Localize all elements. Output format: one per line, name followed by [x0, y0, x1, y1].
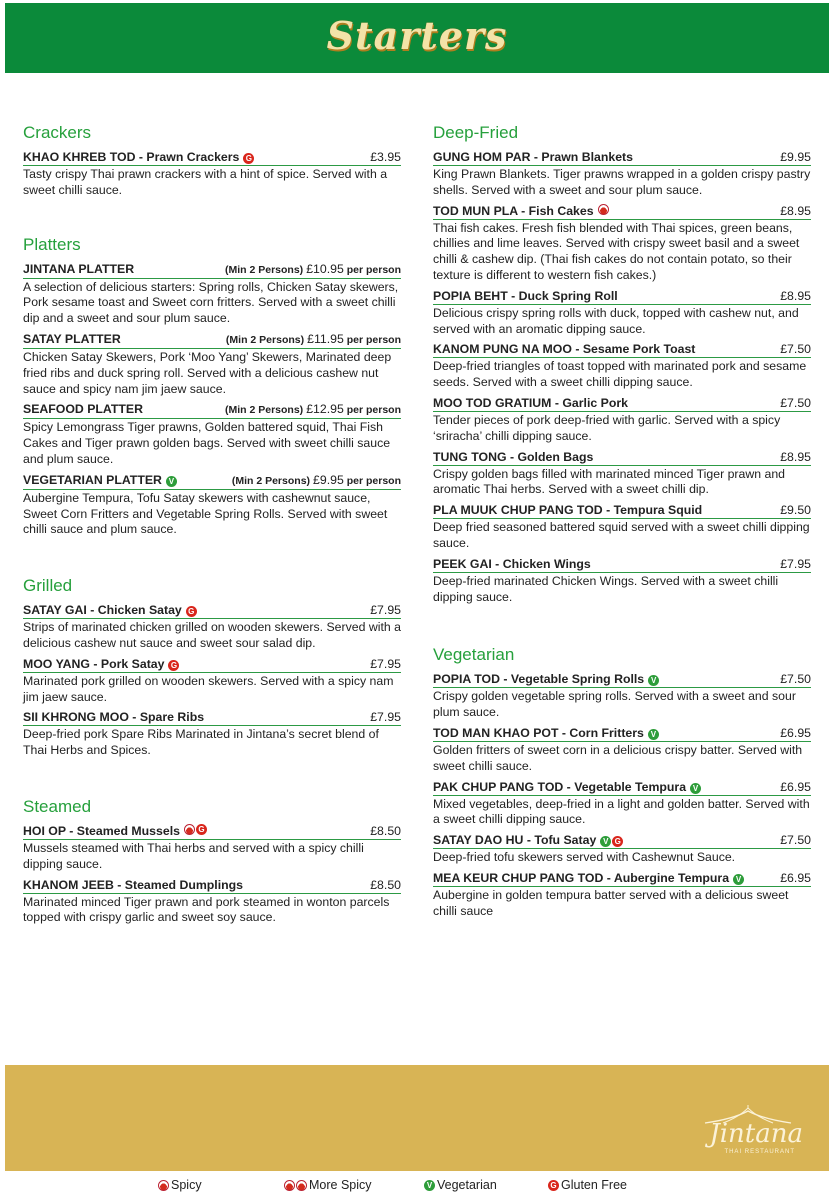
logo-wordmark: Jintana [709, 1119, 803, 1149]
menu-item-price: £10.95 per person [306, 261, 401, 276]
menu-item-price: £8.95 [780, 288, 811, 303]
gluten-free-icon: G [196, 824, 207, 835]
dietary-badges [600, 836, 623, 847]
menu-item-name: TOD MAN KHAO POT - Corn Fritters [433, 725, 644, 740]
dietary-badges [284, 1180, 307, 1191]
menu-item [23, 710, 401, 759]
menu-item [433, 503, 811, 552]
menu-item-header [433, 780, 811, 796]
vegetarian-icon: V [648, 729, 659, 740]
menu-section [23, 575, 401, 759]
menu-item-header [23, 150, 401, 166]
menu-item-description: Spicy Lemongrass Tiger prawns, Golden battered squid, Thai Fish Cakes and Tiger prawn golden bags. Served with sweet chilli sauce and plum sauce. [23, 420, 391, 466]
menu-item-price: £9.95 [780, 150, 811, 164]
menu-item-header [23, 603, 401, 619]
legend-label: Vegetarian [437, 1178, 497, 1192]
menu-item-header [433, 342, 811, 358]
menu-item-price: £7.50 [780, 833, 811, 848]
menu-item [433, 871, 811, 920]
menu-item-name: SATAY DAO HU - Tofu Satay [433, 833, 597, 848]
dietary-badges [424, 1180, 435, 1191]
menu-item-price: £7.95 [780, 556, 811, 571]
gluten-free-icon: G [168, 660, 179, 671]
menu-item-header [433, 289, 811, 305]
menu-item-name: PEEK GAI - Chicken Wings [433, 556, 591, 571]
right-column [433, 122, 811, 925]
spicy-chilli-icon [296, 1180, 307, 1191]
spicy-chilli-icon [598, 204, 609, 215]
menu-item-price: £8.95 [780, 449, 811, 464]
legend-item [284, 1178, 372, 1192]
vegetarian-icon: V [424, 1180, 435, 1191]
menu-item [433, 342, 811, 391]
menu-item-name: TOD MUN PLA - Fish Cakes [433, 203, 594, 218]
page-title: Starters [326, 13, 508, 58]
menu-item-header [433, 204, 811, 220]
menu-item-description: King Prawn Blankets. Tiger prawns wrapped in a golden crispy pastry shells. Served with a sweet and sour plum sauce. [433, 167, 811, 197]
menu-item-header [433, 557, 811, 573]
menu-item [433, 396, 811, 445]
spicy-chilli-icon [184, 824, 195, 835]
menu-item-name: MOO YANG - Pork Satay [23, 656, 165, 671]
menu-item-name: SATAY PLATTER [23, 331, 121, 346]
menu-item [23, 402, 401, 467]
per-person-note: per person [343, 404, 401, 417]
section-title: Grilled [23, 576, 73, 596]
menu-item-name: PLA MUUK CHUP PANG TOD - Tempura Squid [433, 503, 703, 518]
menu-item [23, 603, 401, 652]
menu-item [23, 262, 401, 327]
menu-item-name: TUNG TONG - Golden Bags [433, 449, 594, 464]
dietary-badges [186, 606, 197, 617]
menu-item-name: HOI OP - Steamed Mussels [23, 823, 180, 838]
menu-item-header [433, 726, 811, 742]
jintana-logo [683, 1105, 803, 1155]
min-persons-note: (Min 2 Persons) [231, 474, 311, 487]
menu-item [433, 672, 811, 721]
gluten-free-icon: G [548, 1180, 559, 1191]
dietary-badges [648, 729, 659, 740]
menu-item-description: Crispy golden vegetable spring rolls. Served with a sweet and sour plum sauce. [433, 689, 796, 720]
menu-item [23, 878, 401, 927]
gluten-free-icon: G [186, 606, 197, 617]
page-header [5, 3, 829, 73]
menu-item-name: PAK CHUP PANG TOD - Vegetable Tempura [433, 779, 687, 794]
menu-item-description: Aubergine Tempura, Tofu Satay skewers with cashewnut sauce, Sweet Corn Fritters and Vegetable Spring Rolls. Served with sweet chilli sauce and plum sauce. [23, 490, 388, 537]
menu-item-description: Deep fried seasoned battered squid served with a sweet chilli dipping sauce. [433, 520, 810, 550]
spicy-chilli-icon [158, 1180, 169, 1191]
menu-item-description: Golden fritters of sweet corn in a delicious crispy batter. Served with sweet chilli sauce. [433, 742, 803, 773]
menu-item-price: £7.50 [780, 395, 811, 410]
menu-item-name: MOO TOD GRATIUM - Garlic Pork [433, 395, 628, 410]
menu-item [23, 657, 401, 706]
menu-item-header [433, 150, 811, 166]
vegetarian-icon: V [733, 874, 744, 885]
menu-item-price: £9.50 [780, 503, 811, 518]
menu-item [23, 824, 401, 873]
menu-item-description: Marinated pork grilled on wooden skewers. Served with a spicy nam jim jaew sauce. [23, 673, 394, 704]
menu-item-name: SATAY GAI - Chicken Satay [23, 603, 182, 618]
menu-item-price: £6.95 [780, 779, 811, 794]
section-title: Vegetarian [433, 645, 515, 665]
menu-item-name: GUNG HOM PAR - Prawn Blankets [433, 150, 633, 164]
menu-item [433, 557, 811, 606]
menu-item-price: £11.95 per person [307, 331, 401, 346]
menu-item-header [23, 657, 401, 673]
menu-section [23, 234, 401, 539]
menu-item-price: £9.95 per person [313, 472, 401, 487]
menu-item-name: VEGETARIAN PLATTER [23, 472, 162, 487]
dietary-badges [598, 204, 609, 215]
dietary-badges [690, 783, 701, 794]
dietary-badges [168, 660, 179, 671]
menu-item-price: £7.95 [370, 656, 401, 671]
menu-item [433, 450, 811, 499]
menu-item-description: Thai fish cakes. Fresh fish blended with Thai spices, green beans, chillies and lime leaves. Served with crispy sweet basil and a sweet chilli & cashew dip. (Thai fish cakes do not contain potato, so their texture is different to western fish cakes.) [433, 220, 800, 282]
menu-item [433, 204, 811, 284]
menu-item [23, 332, 401, 397]
dietary-badges [648, 675, 659, 686]
menu-item-description: Deep-fried tofu skewers served with Cashewnut Sauce. [433, 850, 736, 865]
menu-item-price: £8.95 [780, 203, 811, 218]
legend-label: Spicy [171, 1178, 202, 1192]
menu-item [23, 473, 401, 538]
menu-item-name: KHANOM JEEB - Steamed Dumplings [23, 877, 244, 892]
legend-item [424, 1178, 497, 1192]
menu-section [23, 122, 401, 199]
menu-item-name: JINTANA PLATTER [23, 261, 135, 276]
menu-item-description: Tender pieces of pork deep-fried with garlic. Served with a spicy ‘sriracha’ chilli dipping sauce. [433, 412, 781, 443]
section-title: Deep-Fried [433, 123, 519, 142]
menu-item-name: POPIA TOD - Vegetable Spring Rolls [433, 672, 645, 687]
legend-item [548, 1178, 627, 1192]
spicy-chilli-icon [284, 1180, 295, 1191]
menu-item-description: Marinated minced Tiger prawn and pork steamed in wonton parcels topped with crispy garlic and sweet soy sauce. [23, 894, 390, 925]
menu-item-price: £6.95 [780, 870, 811, 885]
menu-item-description: Deep-fried pork Spare Ribs Marinated in Jintana’s secret blend of Thai Herbs and Spices. [23, 727, 379, 758]
menu-item-description: Chicken Satay Skewers, Pork ‘Moo Yang’ Skewers, Marinated deep fried ribs and duck spring roll. Served with a delicious cashew nut sauce and spicy nam jim jaew sauce. [23, 349, 392, 396]
section-title: Crackers [23, 123, 92, 142]
menu-item-description: Aubergine in golden tempura batter served with a delicious sweet chilli sauce [433, 887, 789, 918]
footer-band [5, 1065, 829, 1171]
menu-item [433, 289, 811, 338]
menu-item-description: Mussels steamed with Thai herbs and served with a spicy chilli dipping sauce. [23, 840, 364, 871]
legend-label: More Spicy [309, 1178, 372, 1192]
menu-item-header [23, 332, 401, 349]
menu-item-price: £7.50 [780, 672, 811, 687]
vegetarian-icon: V [648, 675, 659, 686]
menu-item-description: A selection of delicious starters: Spring rolls, Chicken Satay skewers, Pork sesame toast and Sweet corn fritters. Served with a sweet chilli dip and a sweet and sour plum sauce. [23, 279, 399, 326]
dietary-badges [243, 153, 254, 164]
dietary-badges [166, 476, 177, 487]
menu-item-name: MEA KEUR CHUP PANG TOD - Aubergine Tempura [433, 870, 730, 885]
menu-item-description: Crispy golden bags filled with marinated minced Tiger prawn and aromatic Thai herbs. Served with a sweet chilli dip. [433, 466, 786, 497]
menu-item-price: £3.95 [370, 150, 401, 164]
dietary-badges [733, 874, 744, 885]
menu-item-header [433, 871, 811, 887]
menu-item [433, 780, 811, 829]
menu-item-header [23, 824, 401, 840]
gluten-free-icon: G [243, 153, 254, 164]
dietary-badges [158, 1180, 169, 1191]
menu-item-description: Delicious crispy spring rolls with duck, topped with cashew nut, and served with an aromatic dipping sauce. [433, 305, 799, 336]
dietary-badges [548, 1180, 559, 1191]
menu-item-header [23, 473, 401, 490]
vegetarian-icon: V [166, 476, 177, 487]
menu-item [433, 833, 811, 866]
menu-item-price: £7.50 [780, 342, 811, 357]
per-person-note: per person [343, 474, 401, 487]
vegetarian-icon: V [600, 836, 611, 847]
logo-subtitle: THAI RESTAURANT [724, 1149, 795, 1155]
menu-item-name: SEAFOOD PLATTER [23, 402, 144, 417]
menu-item-description: Deep-fried marinated Chicken Wings. Served with a sweet chilli dipping sauce. [433, 573, 779, 604]
vegetarian-icon: V [690, 783, 701, 794]
menu-item-price: £7.95 [370, 710, 401, 725]
gluten-free-icon: G [612, 836, 623, 847]
menu-item-price: £8.50 [370, 877, 401, 892]
menu-section [23, 796, 401, 926]
menu-item-name: SII KHRONG MOO - Spare Ribs [23, 710, 205, 725]
menu-item-header [433, 450, 811, 466]
menu-item-header [23, 878, 401, 894]
menu-item-price: £12.95 per person [306, 402, 401, 417]
menu-item-description: Deep-fried triangles of toast topped with marinated pork and sesame seeds. Served with a sweet chilli dipping sauce. [433, 359, 807, 390]
menu-item [433, 726, 811, 775]
min-persons-note: (Min 2 Persons) [225, 333, 305, 346]
per-person-note: per person [343, 333, 401, 346]
min-persons-note: (Min 2 Persons) [225, 263, 304, 276]
left-column [23, 122, 401, 931]
menu-item-description: Tasty crispy Thai prawn crackers with a hint of spice. Served with a sweet chilli sauce. [23, 167, 388, 197]
dietary-legend [0, 1178, 835, 1196]
menu-item-name: KHAO KHREB TOD - Prawn Crackers [23, 150, 240, 164]
menu-item-price: £8.50 [370, 823, 401, 838]
menu-item [433, 150, 811, 199]
menu-section [433, 122, 811, 605]
menu-item-header [23, 262, 401, 279]
menu-item-description: Mixed vegetables, deep-fried in a light and golden batter. Served with a sweet chilli dipping sauce. [433, 796, 810, 827]
per-person-note: per person [343, 263, 401, 276]
section-title: Platters [23, 234, 81, 254]
menu-item-header [433, 396, 811, 412]
menu-item-description: Strips of marinated chicken grilled on wooden skewers. Served with a delicious cashew nut sauce and sweet sour salad dip. [23, 620, 401, 650]
section-title: Steamed [23, 796, 92, 816]
menu-section [433, 644, 811, 919]
menu-item-header [433, 833, 811, 849]
menu-item-price: £6.95 [780, 725, 811, 740]
min-persons-note: (Min 2 Persons) [225, 404, 304, 417]
dietary-badges [184, 824, 207, 835]
menu-item-price: £7.95 [370, 603, 401, 618]
menu-item [23, 150, 401, 199]
menu-item-name: KANOM PUNG NA MOO - Sesame Pork Toast [433, 342, 696, 357]
menu-item-name: POPIA BEHT - Duck Spring Roll [433, 288, 618, 303]
menu-item-header [23, 402, 401, 419]
menu-item-header [23, 710, 401, 726]
menu-item-header [433, 672, 811, 688]
legend-item [158, 1178, 202, 1192]
legend-label: Gluten Free [561, 1178, 628, 1192]
menu-item-header [433, 503, 811, 519]
